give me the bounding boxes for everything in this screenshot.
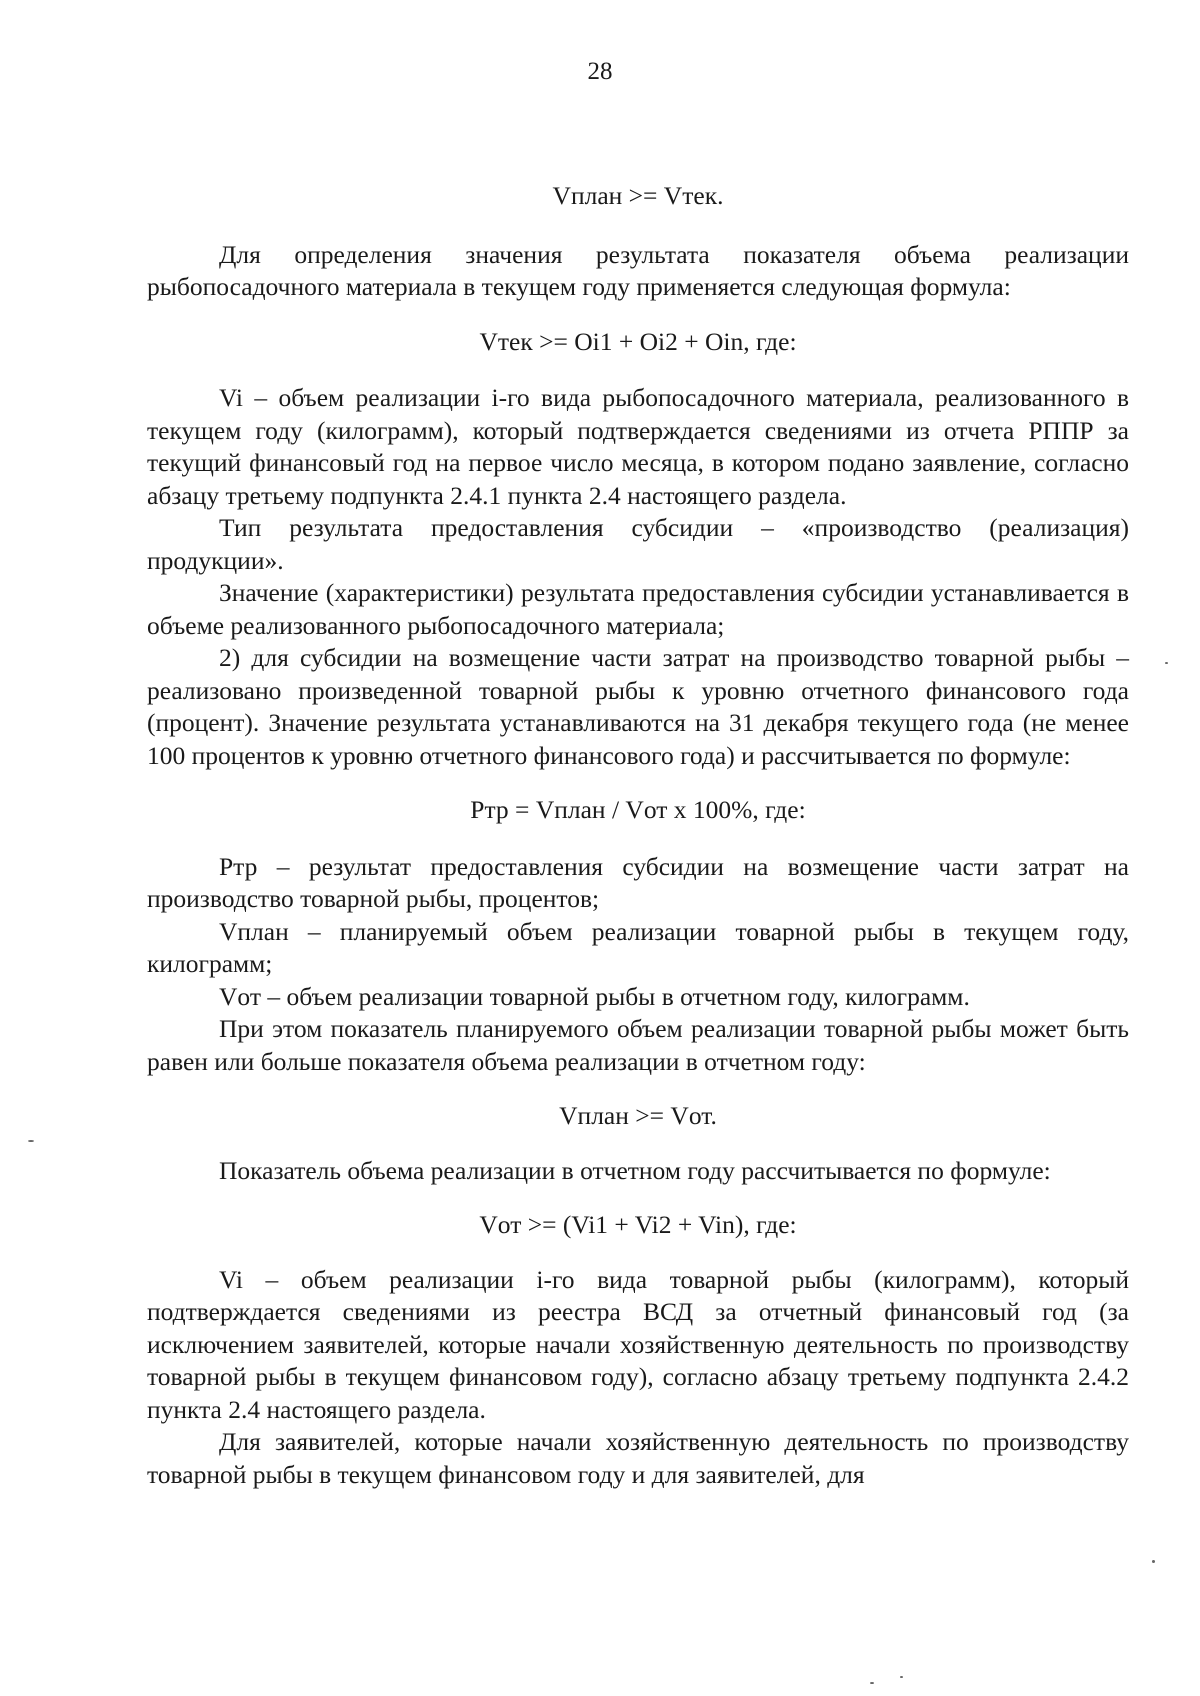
paragraph-vi-definition: Vi – объем реализации i-го вида рыбопосадочного материала, реализованного в текущем году (килограмм), который подтверждается сведениями из отчета РППР за текущий финансовый год на первое число месяца, в котором подано заявление, согласно абзацу третьему подпункта 2.4.1 пункта 2.4 настоящего раздела. <box>147 383 1129 510</box>
scan-speck <box>870 1682 874 1684</box>
paragraph-vplan-definition: Vплан – планируемый объем реализации товарной рыбы в текущем году, килограмм; <box>147 916 1129 978</box>
page-number: 28 <box>587 58 613 85</box>
paragraph-fish-seed-intro: Для определения значения результата показателя объема реализации рыбопосадочного материала в текущем году применяется следующая формула: <box>147 239 1129 301</box>
page-body <box>147 180 1129 1491</box>
scan-speck <box>1165 662 1168 664</box>
paragraph-vi-fish-definition: Vi – объем реализации i-го вида товарной рыбы (килограмм), который подтверждается сведениями из реестра ВСД за отчетный финансовый год (за исключением заявителей, которые начали хозяйственную деятельность по производству товарной рыбы в текущем финансовом году), согласно абзацу третьему подпункта 2.4.2 пункта 2.4 настоящего раздела. <box>147 1264 1129 1424</box>
formula-vplan-vot: Vплан >= Vот. <box>559 1101 717 1130</box>
scan-speck <box>28 1140 34 1142</box>
formula-rtr: Ртр = Vплан / Vот х 100%, где: <box>470 795 806 824</box>
paragraph-reporting-volume: Показатель объема реализации в отчетном году рассчитывается по формуле: <box>219 1155 1051 1185</box>
scan-speck <box>900 1676 903 1678</box>
paragraph-vot-definition: Vот – объем реализации товарной рыбы в отчетном году, килограмм. <box>219 981 970 1011</box>
paragraph-item-2: 2) для субсидии на возмещение части затрат на производство товарной рыбы – реализовано произведенной товарной рыбы к уровню отчетного финансового года (процент). Значение результата устанавливаются на 31 декабря текущего года (не менее 100 процентов к уровню отчетного финансового года) и рассчитывается по формуле: <box>147 643 1129 770</box>
formula-vtek: Vтек >= Oi1 + Oi2 + Oin, где: <box>479 326 797 356</box>
paragraph-result-value: Значение (характеристики) результата предоставления субсидии устанавливается в объеме реализованного рыбопосадочного материала; <box>147 578 1129 640</box>
paragraph-planned-volume: При этом показатель планируемого объем реализации товарной рыбы может быть равен или больше показателя объема реализации в отчетном году: <box>147 1014 1129 1076</box>
paragraph-applicants: Для заявителей, которые начали хозяйственную деятельность по производству товарной рыбы в текущем финансовом году и для заявителей, для <box>147 1427 1129 1489</box>
formula-vot: Vот >= (Vi1 + Vi2 + Vin), где: <box>479 1210 797 1239</box>
scan-speck <box>1152 1560 1155 1563</box>
paragraph-result-type: Тип результата предоставления субсидии – «производство (реализация) продукции». <box>147 513 1129 575</box>
formula-vplan-vtek: Vплан >= Vтек. <box>552 181 724 210</box>
paragraph-rtr-definition: Ртр – результат предоставления субсидии на возмещение части затрат на производство товарной рыбы, процентов; <box>147 851 1129 913</box>
